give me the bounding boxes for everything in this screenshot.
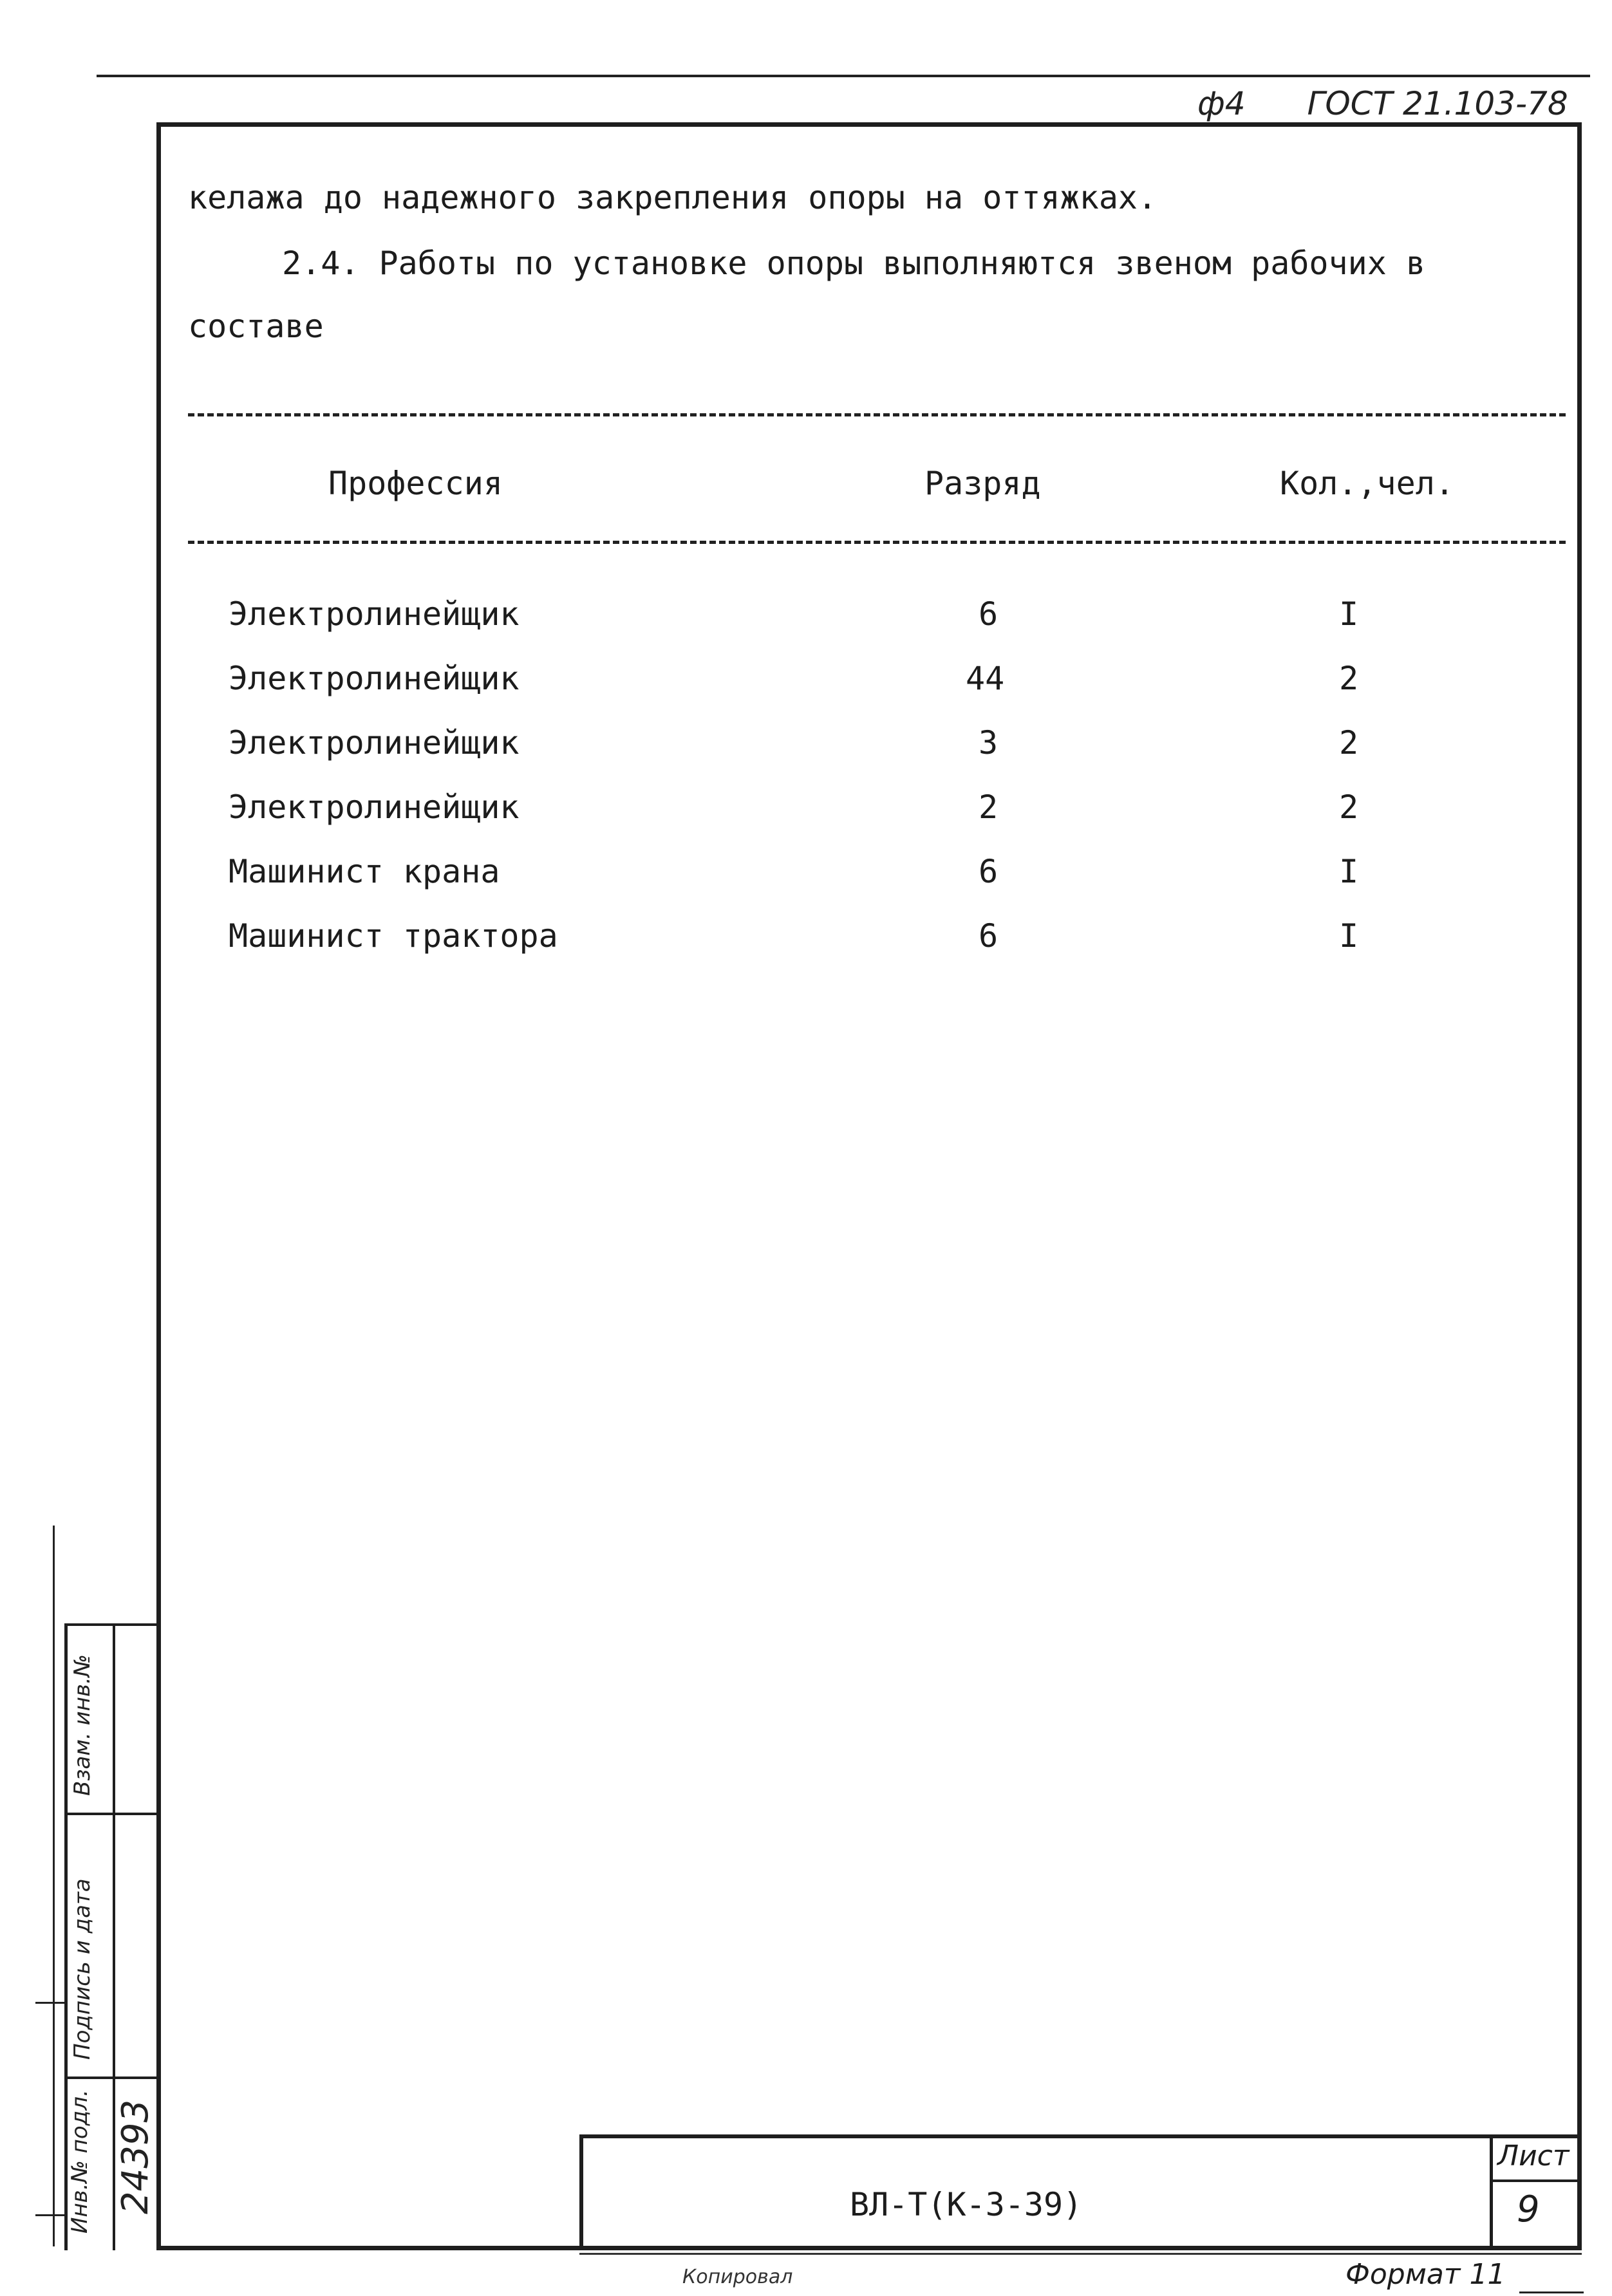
format-underline — [1519, 2291, 1584, 2293]
sheet-number: 9 — [1517, 2189, 1540, 2230]
cell-count: 2 — [1339, 789, 1359, 826]
cell-count: 2 — [1339, 724, 1359, 761]
inv-label: Инв.№ подл. — [67, 2089, 93, 2234]
page-frame — [156, 122, 1582, 2250]
side-tick — [35, 2002, 64, 2004]
cell-grade: 3 — [979, 724, 998, 761]
top-rule — [97, 75, 1590, 77]
body-line-3: составе — [188, 308, 324, 345]
standard-header — [1197, 85, 1568, 122]
copied-stamp: Копировал — [682, 2266, 793, 2288]
cell-profession: Электролинейщик — [229, 789, 520, 826]
cell-grade: 44 — [966, 660, 1005, 697]
format-label: Формат 11 — [1345, 2258, 1506, 2291]
cell-grade: 2 — [979, 789, 998, 826]
table-top-rule — [188, 413, 1566, 416]
body-line-2: 2.4. Работы по установке опоры выполняются звеном рабочих в — [282, 245, 1426, 282]
table-header-rule — [188, 541, 1566, 544]
cell-grade: 6 — [979, 595, 998, 633]
table-row — [0, 917, 1612, 982]
cell-grade: 6 — [979, 853, 998, 890]
cell-count: I — [1339, 853, 1359, 890]
side-stamp-rule — [68, 2077, 161, 2079]
cell-profession: Электролинейщик — [229, 595, 520, 633]
cell-profession: Электролинейщик — [229, 724, 520, 761]
cell-profession: Машинист трактора — [229, 917, 558, 955]
cell-count: 2 — [1339, 660, 1359, 697]
header-grade: Разряд — [924, 465, 1041, 502]
document-code: ВЛ-Т(К-3-39) — [850, 2186, 1083, 2223]
body-line-1: келажа до надежного закрепления опоры на оттяжках. — [188, 179, 1157, 216]
side-stamp-rule — [68, 1813, 161, 1815]
form-mark: ф4 — [1197, 85, 1246, 122]
sign-date-label: Подпись и дата — [70, 1878, 95, 2060]
bottom-rule — [579, 2253, 1582, 2255]
table-row — [0, 789, 1612, 853]
side-margin-line — [53, 1526, 55, 2246]
standard-code: ГОСТ 21.103-78 — [1307, 85, 1568, 122]
table-row — [0, 660, 1612, 724]
sheet-box-divider — [1493, 2179, 1582, 2182]
table-row — [0, 853, 1612, 917]
cell-grade: 6 — [979, 917, 998, 955]
sheet-label: Лист — [1497, 2140, 1570, 2172]
header-profession: Профессия — [328, 465, 503, 502]
inv-number: 24393 — [115, 2099, 156, 2214]
table-row — [0, 724, 1612, 789]
side-tick — [35, 2214, 64, 2216]
cell-count: I — [1339, 917, 1359, 955]
replace-inv-label: Взам. инв.№ — [70, 1654, 95, 1796]
cell-profession: Машинист крана — [229, 853, 500, 890]
cell-count: I — [1339, 595, 1359, 633]
cell-profession: Электролинейщик — [229, 660, 520, 697]
header-count: Кол.,чел. — [1280, 465, 1454, 502]
table-row — [0, 595, 1612, 660]
